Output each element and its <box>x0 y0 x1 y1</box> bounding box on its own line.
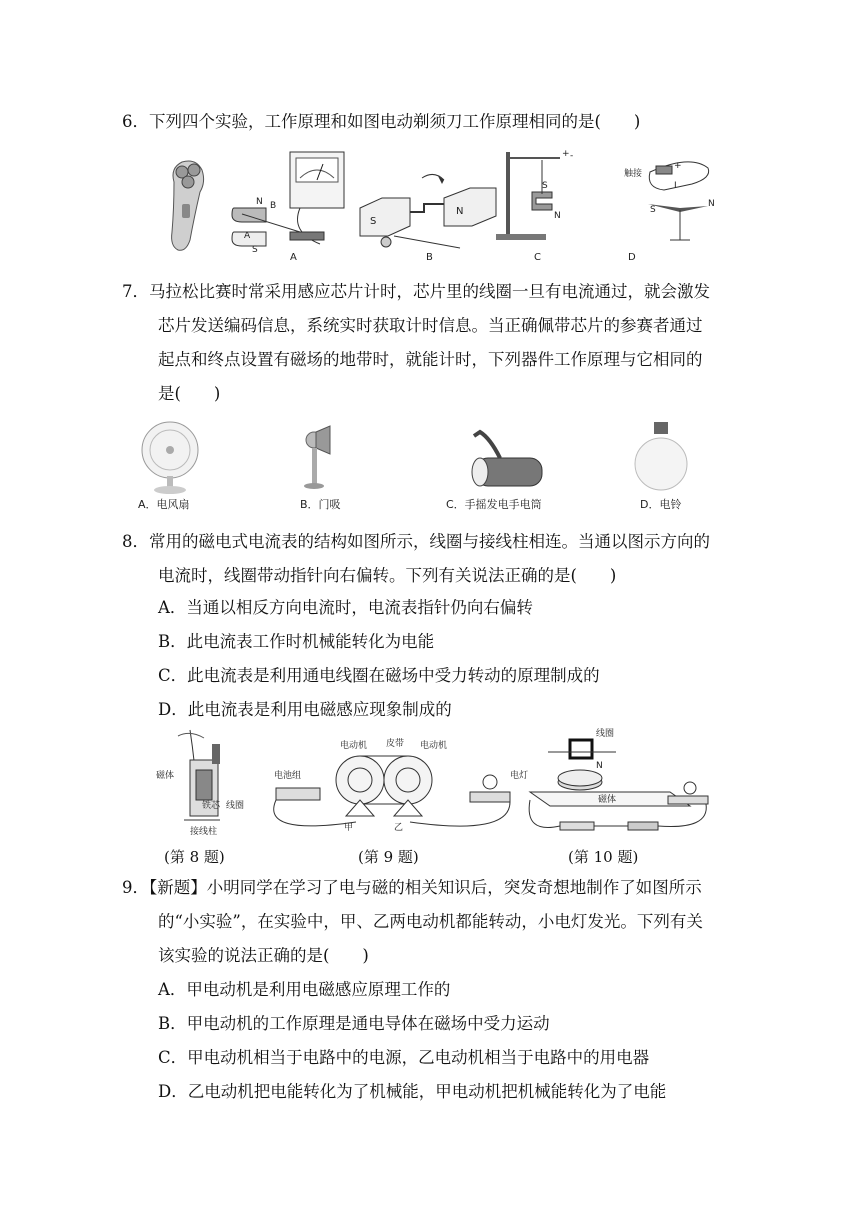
svg-text:-: - <box>570 151 574 161</box>
svg-text:铁芯: 铁芯 <box>202 801 221 811</box>
svg-text:电动机: 电动机 <box>340 741 368 751</box>
q6-figures <box>160 148 720 268</box>
svg-text:磁体: 磁体 <box>598 795 617 805</box>
svg-text:A: A <box>290 252 297 263</box>
svg-text:+: + <box>674 161 682 171</box>
svg-text:磁体: 磁体 <box>156 771 175 781</box>
q8-choice-a[interactable]: A．当通以相反方向电流时，电流表指针仍向右偏转 <box>158 598 533 617</box>
svg-text:+: + <box>562 149 570 159</box>
fig10-coil-magnet <box>529 727 708 830</box>
q7-option-c: C．手摇发电手电筒 <box>446 498 542 511</box>
q9-choice-d[interactable]: D．乙电动机把电能转化为了机械能，甲电动机把机械能转化为了电能 <box>158 1082 667 1101</box>
svg-text:电动机: 电动机 <box>420 741 448 751</box>
door-stop-figure <box>304 426 330 489</box>
q7-figures <box>130 418 730 498</box>
q7-line-2: 芯片发送编码信息，系统实时获取计时信息。当正确佩带芯片的参赛者通过 <box>158 316 703 335</box>
svg-text:皮带: 皮带 <box>386 739 405 749</box>
q9-line-3: 该实验的说法正确的是( ) <box>158 946 369 965</box>
svg-text:S: S <box>370 216 377 227</box>
svg-text:B: B <box>426 252 433 263</box>
electric-bell-figure <box>635 422 687 490</box>
q7-line-4: 是( ) <box>158 384 221 403</box>
svg-text:N: N <box>456 206 464 217</box>
q7-option-d: D．电铃 <box>640 498 682 511</box>
option-a-figure <box>232 152 344 263</box>
svg-text:N: N <box>596 761 603 771</box>
q7-option-b: B．门吸 <box>300 498 341 511</box>
svg-text:乙: 乙 <box>394 823 404 833</box>
svg-text:甲: 甲 <box>344 823 354 833</box>
q9-choice-c[interactable]: C．甲电动机相当于电路中的电源，乙电动机相当于电路中的用电器 <box>158 1048 650 1067</box>
svg-text:N: N <box>256 197 263 207</box>
svg-text:触接: 触接 <box>624 169 643 179</box>
q8-line-2: 电流时，线圈带动指针向右偏转。下列有关说法正确的是( ) <box>158 566 617 585</box>
fig8-ammeter-structure <box>156 730 244 837</box>
fig9-two-motors <box>274 737 528 833</box>
q7-option-a: A．电风扇 <box>138 498 190 511</box>
svg-text:A: A <box>244 231 251 241</box>
option-b-figure <box>360 174 496 263</box>
q9-choice-a[interactable]: A．甲电动机是利用电磁感应原理工作的 <box>158 980 451 999</box>
svg-text:S: S <box>542 181 548 191</box>
q7-line-3: 起点和终点设置有磁场的地带时，就能计时，下列器件工作原理与它相同的 <box>158 350 703 369</box>
fig10-caption: (第 10 题) <box>568 848 639 866</box>
q9-line-2: 的“小实验”，在实验中，甲、乙两电动机都能转动，小电灯发光。下列有关 <box>158 912 703 931</box>
svg-text:C: C <box>534 252 541 263</box>
q7-line-1: 7．马拉松比赛时常采用感应芯片计时，芯片里的线圈一旦有电流通过，就会激发 <box>122 282 710 301</box>
svg-text:线圈: 线圈 <box>226 801 245 811</box>
fan-figure <box>142 422 198 494</box>
q8-line-1: 8．常用的磁电式电流表的结构如图所示，线圈与接线柱相连。当通以图示方向的 <box>122 532 710 551</box>
q8-choice-c[interactable]: C．此电流表是利用通电线圈在磁场中受力转动的原理制成的 <box>158 666 600 685</box>
q8-choice-b[interactable]: B．此电流表工作时机械能转化为电能 <box>158 632 435 651</box>
svg-text:S: S <box>252 245 258 255</box>
svg-text:B: B <box>270 201 277 211</box>
option-c-figure <box>496 149 573 263</box>
q8-choice-d[interactable]: D．此电流表是利用电磁感应现象制成的 <box>158 700 452 719</box>
svg-text:电池组: 电池组 <box>274 771 302 781</box>
svg-text:N: N <box>554 211 561 221</box>
figures-8-9-10 <box>150 726 750 846</box>
svg-text:线圈: 线圈 <box>596 729 615 739</box>
svg-text:N: N <box>708 199 715 209</box>
fig9-caption: (第 9 题) <box>358 848 419 866</box>
svg-text:I: I <box>674 181 677 191</box>
fig8-caption: (第 8 题) <box>164 848 225 866</box>
svg-text:S: S <box>650 205 656 215</box>
q6-stem: 6．下列四个实验，工作原理和如图电动剃须刀工作原理相同的是( ) <box>122 112 641 131</box>
hand-crank-flashlight-figure <box>472 432 542 486</box>
q9-choice-b[interactable]: B．甲电动机的工作原理是通电导体在磁场中受力运动 <box>158 1014 550 1033</box>
svg-text:电灯: 电灯 <box>510 771 529 781</box>
option-d-figure <box>624 161 715 263</box>
shaver-figure <box>172 161 204 250</box>
svg-text:D: D <box>628 252 636 263</box>
q9-line-1: 9．【新题】小明同学在学习了电与磁的相关知识后，突发奇想地制作了如图所示 <box>122 878 702 897</box>
svg-text:接线柱: 接线柱 <box>190 827 218 837</box>
